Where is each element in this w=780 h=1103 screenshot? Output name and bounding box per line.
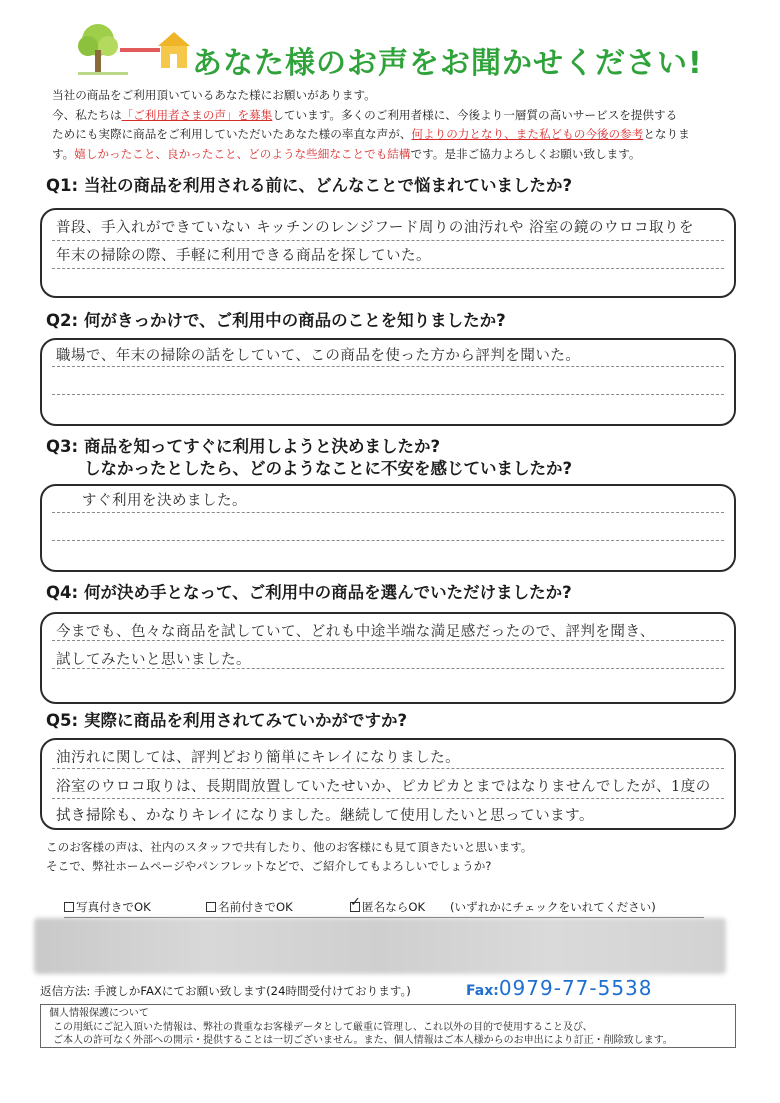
- intro-line-4c: です。是非ご協力よろしくお願い致します。: [410, 146, 641, 161]
- question-text: 商品を知ってすぐに利用しようと決めましたか?: [84, 437, 441, 456]
- checkbox-anonymous[interactable]: [350, 899, 425, 915]
- question-number: Q3:: [46, 437, 79, 456]
- intro-highlight-voice: 「ご利用者さまの声」を募集: [121, 107, 273, 122]
- answer-text: 年末の掃除の際、手軽に利用できる商品を探していた。: [56, 248, 431, 264]
- answer-rule: [52, 268, 724, 269]
- consent-line-1: このお客様の声は、社内のスタッフで共有したり、他のお客様にも見て頂きたいと思います。: [46, 840, 533, 854]
- consent-checkboxes: [64, 898, 704, 918]
- answer-text: すぐ利用を決めました。: [82, 493, 247, 509]
- checkbox-label: 匿名ならOK: [362, 900, 426, 914]
- intro-line-4a: す。: [52, 146, 75, 161]
- answer-rule: [52, 240, 724, 241]
- checkbox-name[interactable]: [206, 899, 293, 915]
- answer-rule: [52, 512, 724, 513]
- answer-text: 浴室のウロコ取りは、長期間放置していたせいか、ピカピカとまではなりませんでしたが、1度の: [56, 779, 711, 795]
- answer-text: 油汚れに関しては、評判どおり簡単にキレイになりました。: [56, 750, 461, 766]
- checkbox-label: 名前付きでOK: [218, 900, 293, 914]
- answer-box-5[interactable]: [40, 738, 736, 830]
- checkbox-photo[interactable]: [64, 899, 151, 915]
- answer-text: 拭き掃除も、かなりキレイになりました。継続して使用したいと思っています。: [56, 808, 594, 824]
- checkbox-label: 写真付きでOK: [76, 900, 151, 914]
- answer-text: 今までも、色々な商品を試していて、どれも中途半端な満足感だったので、評判を聞き、: [56, 624, 655, 640]
- intro-line-3c: となりま: [643, 127, 690, 141]
- intro-line: [52, 125, 742, 145]
- checkbox-icon[interactable]: [64, 902, 74, 912]
- question-3: [46, 436, 572, 480]
- intro-line: [52, 145, 742, 165]
- answer-box-2[interactable]: [40, 338, 736, 426]
- question-number: Q4:: [46, 583, 79, 602]
- answer-box-1[interactable]: [40, 208, 736, 298]
- question-number: Q1:: [46, 176, 79, 195]
- answer-rule: [52, 394, 724, 395]
- intro-line-2a: 今、私たちは: [52, 107, 122, 122]
- intro-line-3a: ためにも実際に商品をご利用していただいたあなた様の率直な声が、: [52, 127, 412, 141]
- consent-text: [46, 838, 532, 876]
- answer-text: 職場で、年末の掃除の話をしていて、この商品を使った方から評判を聞いた。: [56, 348, 581, 364]
- checkbox-note: (いずれかにチェックをいれてください): [450, 900, 656, 914]
- tree-and-house-icon: [70, 18, 190, 80]
- intro-line: [52, 106, 742, 126]
- answer-text: 試してみたいと思いました。: [56, 652, 251, 668]
- intro-text: [52, 86, 742, 164]
- reply-method: 返信方法: 手渡しかFAXにてお願い致します(24時間受付けております。): [40, 984, 411, 998]
- fax-label: Fax:: [466, 983, 499, 999]
- intro-highlight-anything: 嬉しかったこと、良かったこと、どのような些細なことでも結構: [74, 146, 411, 161]
- answer-rule: [52, 768, 724, 769]
- privacy-notice: [40, 1004, 736, 1048]
- question-text: 実際に商品を利用されてみていかがですか?: [84, 711, 408, 730]
- intro-line: [52, 86, 742, 106]
- redacted-name-area: [34, 918, 726, 974]
- question-text: 何が決め手となって、ご利用中の商品を選んでいただけましたか?: [84, 583, 572, 602]
- page-title: あなた様のお声をお聞かせください!: [192, 46, 703, 81]
- question-4: [46, 582, 572, 604]
- answer-box-4[interactable]: [40, 612, 736, 704]
- intro-line-1: 当社の商品をご利用頂いているあなた様にお願いがあります。: [52, 88, 376, 102]
- question-number: Q2:: [46, 311, 79, 330]
- consent-line-2: そこで、弊社ホームページやパンフレットなどで、ご紹介してもよろしいでしょうか?: [46, 859, 492, 873]
- answer-rule: [52, 540, 724, 541]
- checkbox-icon[interactable]: [206, 902, 216, 912]
- answer-box-3[interactable]: [40, 484, 736, 572]
- privacy-line-2: ご本人の許可なく外部への開示・提供することは一切ございません。また、個人情報はご本人様からのお申出により訂正・削除致します。: [53, 1035, 673, 1046]
- fax-contact: [466, 976, 653, 1000]
- question-1: [46, 175, 572, 197]
- page-header: [70, 18, 730, 80]
- question-text: 何がきっかけで、ご利用中の商品のことを知りましたか?: [84, 311, 506, 330]
- intro-highlight-reference: 何よりの力となり、また私どもの今後の参考: [411, 127, 644, 141]
- privacy-line-1: この用紙にご記入頂いた情報は、弊社の貴重なお客様データとして厳重に管理し、これ以外の目的で使用すること及び、: [53, 1021, 593, 1033]
- answer-rule: [52, 798, 724, 799]
- answer-rule: [52, 366, 724, 367]
- answer-text: 普段、手入れができていない キッチンのレンジフード周りの油汚れや 浴室の鏡のウロコ取りを: [56, 220, 695, 236]
- question-number: Q5:: [46, 711, 79, 730]
- checkbox-checked-icon[interactable]: [350, 902, 360, 912]
- question-5: [46, 710, 407, 732]
- fax-number: 0979-77-5538: [498, 976, 653, 1000]
- privacy-title: 個人情報保護について: [49, 1008, 149, 1019]
- question-text: 当社の商品を利用される前に、どんなことで悩まれていましたか?: [84, 176, 573, 195]
- question-2: [46, 310, 506, 332]
- intro-line-2c: しています。多くのご利用者様に、今後より一層質の高いサービスを提供する: [272, 107, 678, 122]
- question-subtext: しなかったとしたら、どのようなことに不安を感じていましたか?: [84, 459, 573, 478]
